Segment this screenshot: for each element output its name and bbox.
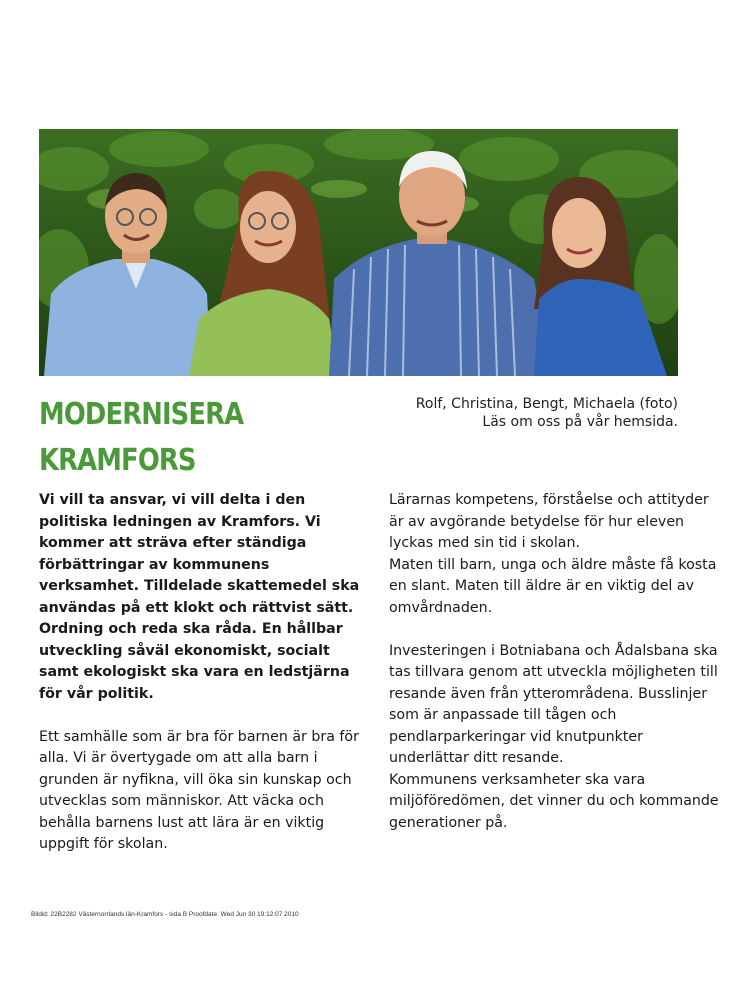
caption-website-note: Läs om oss på vår hemsida. <box>482 414 678 430</box>
lead-paragraph: Vi vill ta ansvar, vi vill delta i den politiska ledningen av Kramfors. Vi kommer att sträva efter ständiga förbättringar av kommunens verksamhet. Tilldelade skattemedel ska användas på ett klokt och rättvist sätt. Ordning och reda ska råda. En hållbar utveckling såväl ekonomiskt, socialt samt ekologiskt ska vara en ledstjärna för vår politik. <box>39 492 360 702</box>
teachers-paragraph: Lärarnas kompetens, förståelse och attityder är av avgörande betydelse för hur eleven lyckas med sin tid i skolan. <box>389 492 709 551</box>
headline-line-1: MODERNISERA <box>39 397 244 432</box>
right-column <box>389 490 719 834</box>
environment-paragraph: Kommunens verksamheter ska vara miljöföredömen, det vinner du och kommande generationer på. <box>389 771 719 831</box>
photo-caption <box>416 395 678 431</box>
children-paragraph: Ett samhälle som är bra för barnen är bra för alla. Vi är övertygade om att alla barn i grunden är nyfikna, vill öka sin kunskap och utvecklas som människor. Att väcka och behålla barnens lust att lära är en viktig uppgift för skolan. <box>39 728 359 852</box>
caption-names: Rolf, Christina, Bengt, Michaela (foto) <box>415 396 678 412</box>
proof-footer: Bildid: 22B2282 Västernorrlands län-Kramfors - sida B Proofdate: Wed Jun 30 19:12:07 2010 <box>31 911 299 918</box>
page-headline <box>39 392 297 484</box>
group-photo <box>39 129 678 376</box>
headline-line-2: KRAMFORS <box>39 443 196 478</box>
left-column <box>39 490 365 856</box>
railway-paragraph: Investeringen i Botniabana och Ådalsbana ska tas tillvara genom att utveckla möjligheten till resande även från ytterområdena. Busslinjer som är anpassade till tågen och pendlarparkeringar vid knutpunkter underlättar ditt resande. <box>389 642 718 766</box>
group-photo-illustration <box>39 129 678 376</box>
food-paragraph: Maten till barn, unga och äldre måste få kosta en slant. Maten till äldre är en viktig del av omvårdnaden. <box>389 556 717 616</box>
